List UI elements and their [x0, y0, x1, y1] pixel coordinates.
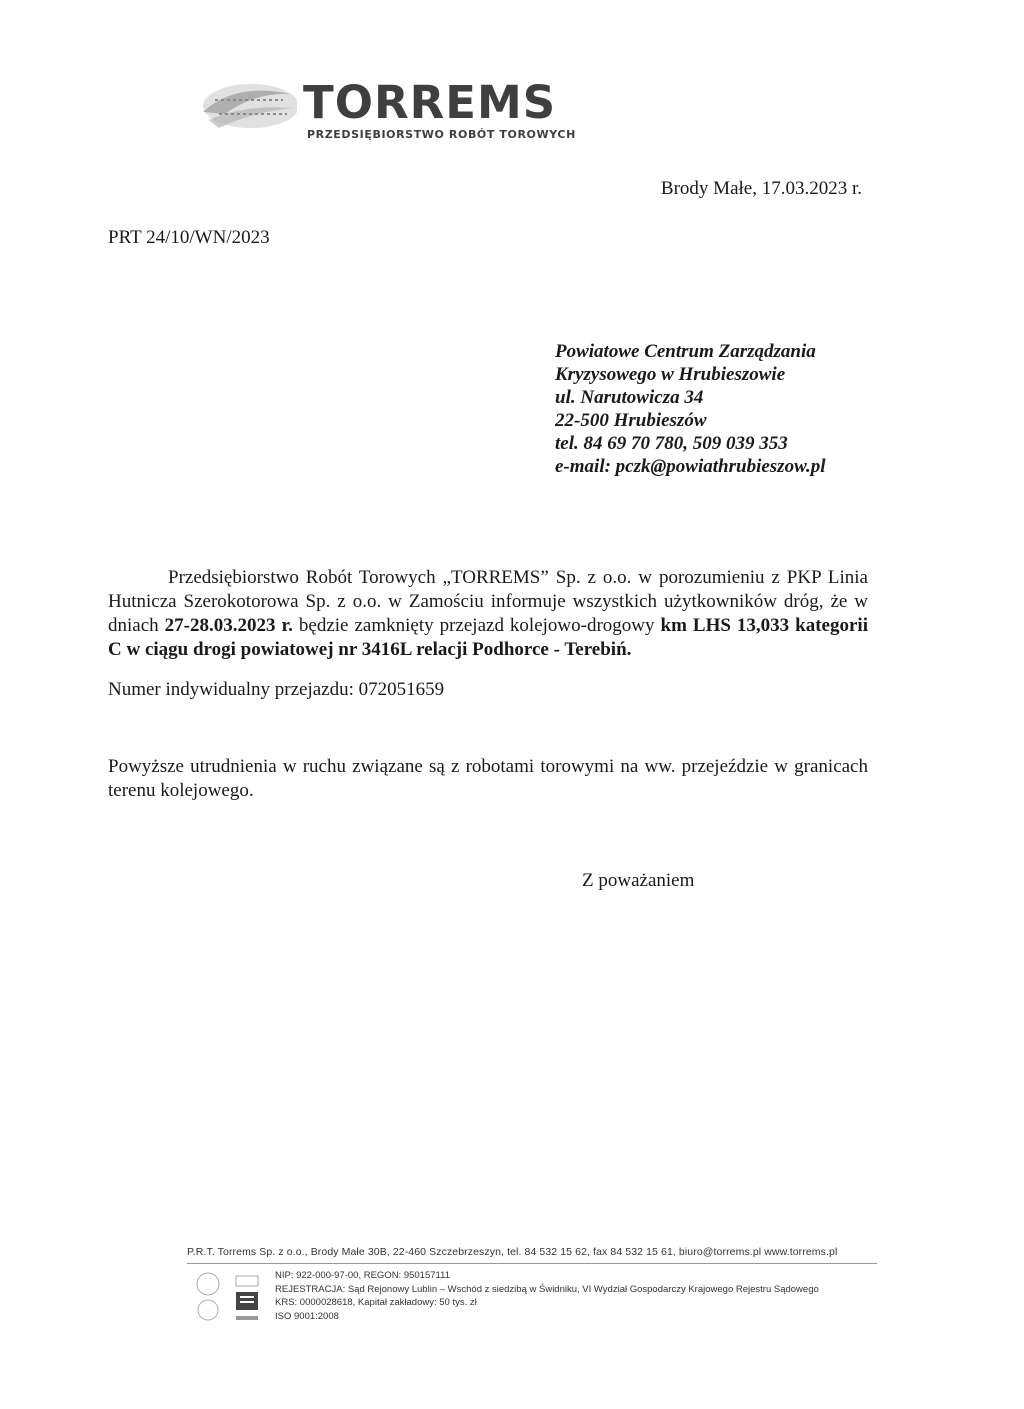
recipient-line: 22-500 Hrubieszów [555, 410, 707, 431]
recipient-line: tel. 84 69 70 780, 509 039 353 [555, 433, 788, 454]
recipient-address [555, 340, 826, 478]
recipient-line: ul. Narutowicza 34 [555, 387, 704, 408]
company-name: TORREMS [303, 76, 557, 129]
reference-number: PRT 24/10/WN/2023 [108, 227, 270, 248]
footer-iso: ISO 9001:2008 [275, 1310, 339, 1322]
footer-divider [187, 1263, 877, 1264]
footer-registration: REJESTRACJA: Sąd Rejonowy Lublin – Wschód z siedzibą w Świdniku, VI Wydział Gospodarczy Krajowego Rejestru Sądowego [275, 1283, 819, 1295]
recipient-line: Kryzysowego w Hrubieszowie [555, 364, 786, 385]
p1-text-a: Przedsiębiorstwo Robót Torowych „TORREMS” Sp. z o.o. w porozumieniu z PKP Linia Hutnicza Szerokotorowa Sp. z o.o. w Zamościu informuje wszystkich użytkowników dróg, że w dniach [108, 567, 868, 636]
body-paragraph-3: Powyższe utrudnienia w ruchu związane są z robotami torowymi na ww. przejeździe w granicach terenu kolejowego. [108, 756, 868, 801]
closure-dates: 27-28.03.2023 r. [164, 615, 293, 636]
footer-krs: KRS: 0000028618, Kapitał zakładowy: 50 tys. zł [275, 1297, 477, 1308]
crossing-location: km LHS 13,033 kategorii C w ciągu drogi powiatowej nr 3416L relacji Podhorce - Terebiń. [108, 615, 868, 660]
recipient-line: Powiatowe Centrum Zarządzania [555, 341, 816, 362]
company-logo [195, 74, 575, 154]
body-paragraph-1 [108, 566, 868, 662]
recipient-email: e-mail: pczk@powiathrubieszow.pl [555, 456, 826, 477]
footer-company-info [275, 1269, 819, 1323]
letter-date: Brody Małe, 17.03.2023 r. [660, 178, 862, 199]
torrems-logo-icon [195, 74, 297, 142]
body-paragraph-2: Numer indywidualny przejazdu: 072051659 [108, 679, 445, 700]
p1-text-b: będzie zamknięty przejazd kolejowo-drogowy [292, 615, 661, 636]
footer-contact-line: P.R.T. Torrems Sp. z o.o., Brody Małe 30B, 22-460 Szczebrzeszyn, tel. 84 532 15 62, fax 84 532 15 61, biuro@torrems.pl www.torrems.pl [187, 1246, 838, 1258]
company-subtitle: PRZEDSIĘBIORSTWO ROBÓT TOROWYCH [307, 128, 576, 141]
closing-salutation: Z poważaniem [582, 870, 695, 891]
footer-nip: NIP: 922-000-97-00, REGON: 950157111 [275, 1270, 450, 1281]
certification-badges-icon [190, 1270, 268, 1326]
